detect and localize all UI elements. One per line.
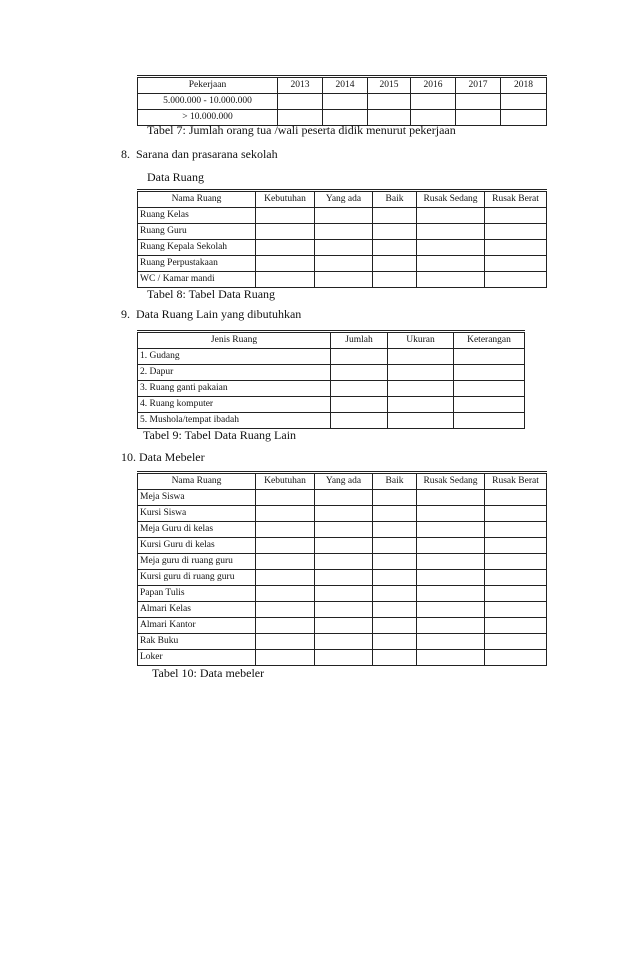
column-header: Jumlah: [331, 332, 388, 349]
table-cell: [417, 522, 485, 538]
table-row: [138, 602, 547, 618]
table-cell: [256, 634, 315, 650]
table-cell: [417, 490, 485, 506]
table-cell: [388, 349, 454, 365]
table-cell: [331, 365, 388, 381]
table-cell: [315, 224, 373, 240]
table-cell: [256, 208, 315, 224]
column-header: Rusak Berat: [485, 191, 547, 208]
table-row: [138, 256, 547, 272]
table-cell: [315, 634, 373, 650]
table-cell: Rak Buku: [138, 634, 256, 650]
table-cell: [417, 506, 485, 522]
section8-subheading: Data Ruang: [147, 170, 204, 184]
table-cell: [485, 634, 547, 650]
table-cell: Kursi Guru di kelas: [138, 538, 256, 554]
table-row: [138, 381, 525, 397]
table-cell: [485, 490, 547, 506]
table-cell: [417, 240, 485, 256]
table-cell: [315, 506, 373, 522]
table-row: [138, 413, 525, 429]
section10-heading: 10. Data Mebeler: [121, 450, 205, 464]
column-header: Rusak Sedang: [417, 473, 485, 490]
table-cell: Kursi guru di ruang guru: [138, 570, 256, 586]
table-cell: Meja Siswa: [138, 490, 256, 506]
table-cell: [485, 224, 547, 240]
table-row: [138, 397, 525, 413]
column-header: 2015: [368, 77, 411, 94]
table-cell: [388, 381, 454, 397]
table-cell: [373, 618, 417, 634]
table-cell: [373, 554, 417, 570]
table-cell: [417, 634, 485, 650]
table-cell: [373, 224, 417, 240]
table-cell: [315, 554, 373, 570]
table-cell: [315, 240, 373, 256]
table-cell: [485, 240, 547, 256]
column-header: Kebutuhan: [256, 473, 315, 490]
table-row: [138, 94, 547, 110]
table-cell: [315, 256, 373, 272]
table-cell: [256, 602, 315, 618]
table-cell: [454, 349, 525, 365]
table-cell: [485, 272, 547, 288]
column-header: 2013: [278, 77, 323, 94]
table-cell: [373, 240, 417, 256]
column-header: Rusak Sedang: [417, 191, 485, 208]
table-cell: [417, 554, 485, 570]
table-cell: [485, 570, 547, 586]
table-cell: [501, 110, 547, 126]
table-cell: [315, 538, 373, 554]
table-row: [138, 224, 547, 240]
table-cell: [373, 602, 417, 618]
column-header: Rusak Berat: [485, 473, 547, 490]
table-row: [138, 240, 547, 256]
table-cell: > 10.000.000: [138, 110, 278, 126]
table-cell: 5. Mushola/tempat ibadah: [138, 413, 331, 429]
table-cell: [373, 490, 417, 506]
table-cell: [256, 650, 315, 666]
table-cell: [373, 272, 417, 288]
table-cell: [323, 94, 368, 110]
column-header: 2014: [323, 77, 368, 94]
column-header: Nama Ruang: [138, 191, 256, 208]
table-cell: [331, 413, 388, 429]
table-cell: [256, 618, 315, 634]
table-cell: 5.000.000 - 10.000.000: [138, 94, 278, 110]
column-header: 2016: [411, 77, 456, 94]
column-header: Jenis Ruang: [138, 332, 331, 349]
table-cell: [485, 208, 547, 224]
table-cell: Ruang Kelas: [138, 208, 256, 224]
table8-caption: Tabel 8: Tabel Data Ruang: [147, 287, 276, 301]
table-cell: 2. Dapur: [138, 365, 331, 381]
column-header: Yang ada: [315, 473, 373, 490]
table-cell: Kursi Siswa: [138, 506, 256, 522]
table-cell: Almari Kantor: [138, 618, 256, 634]
table-row: [138, 365, 525, 381]
table-cell: [417, 586, 485, 602]
table-cell: [256, 240, 315, 256]
table-row: [138, 208, 547, 224]
table-cell: [417, 272, 485, 288]
table9-caption: Tabel 9: Tabel Data Ruang Lain: [143, 428, 297, 442]
table-pekerjaan: [137, 75, 547, 126]
table-cell: Loker: [138, 650, 256, 666]
table-cell: [315, 570, 373, 586]
table-data-mebeler: [137, 471, 547, 666]
table-cell: [331, 349, 388, 365]
table-cell: [315, 272, 373, 288]
table-cell: [373, 586, 417, 602]
table-row: [138, 650, 547, 666]
table-cell: [256, 538, 315, 554]
table-cell: [315, 490, 373, 506]
table-cell: [485, 506, 547, 522]
table-cell: [417, 602, 485, 618]
table-cell: [256, 570, 315, 586]
table-row: [138, 554, 547, 570]
table-cell: [278, 94, 323, 110]
table-cell: Papan Tulis: [138, 586, 256, 602]
table-cell: [417, 208, 485, 224]
column-header: Yang ada: [315, 191, 373, 208]
table-cell: [331, 381, 388, 397]
table-cell: [485, 522, 547, 538]
table-cell: [417, 618, 485, 634]
table-cell: [417, 570, 485, 586]
table-cell: Ruang Kepala Sekolah: [138, 240, 256, 256]
section8-heading: 8. Sarana dan prasarana sekolah: [121, 147, 278, 161]
table-cell: [315, 522, 373, 538]
table-cell: [501, 94, 547, 110]
table-cell: Meja guru di ruang guru: [138, 554, 256, 570]
table-cell: [373, 256, 417, 272]
table-cell: [388, 413, 454, 429]
table-cell: [388, 365, 454, 381]
table-row: [138, 570, 547, 586]
column-header: Nama Ruang: [138, 473, 256, 490]
table-cell: [388, 397, 454, 413]
table-row: [138, 618, 547, 634]
section9-heading: 9. Data Ruang Lain yang dibutuhkan: [121, 307, 302, 321]
table-cell: [256, 490, 315, 506]
table-cell: Ruang Perpustakaan: [138, 256, 256, 272]
table-cell: [373, 538, 417, 554]
column-header: Baik: [373, 473, 417, 490]
table-cell: [373, 650, 417, 666]
table-cell: [373, 634, 417, 650]
table-cell: [315, 208, 373, 224]
table-cell: 1. Gudang: [138, 349, 331, 365]
table-cell: [454, 381, 525, 397]
table-row: [138, 506, 547, 522]
table-cell: [456, 94, 501, 110]
table-cell: [315, 650, 373, 666]
table-cell: [256, 586, 315, 602]
table-cell: [331, 397, 388, 413]
table-cell: [411, 94, 456, 110]
column-header: Ukuran: [388, 332, 454, 349]
table-row: [138, 272, 547, 288]
table-row: [138, 490, 547, 506]
table-cell: [417, 538, 485, 554]
table-row: [138, 349, 525, 365]
table-cell: Almari Kelas: [138, 602, 256, 618]
table-cell: WC / Kamar mandi: [138, 272, 256, 288]
table-cell: [315, 618, 373, 634]
table-cell: [373, 570, 417, 586]
table-cell: [417, 650, 485, 666]
table-cell: [454, 365, 525, 381]
table-cell: Ruang Guru: [138, 224, 256, 240]
table-cell: 3. Ruang ganti pakaian: [138, 381, 331, 397]
table-cell: [485, 618, 547, 634]
table-row: [138, 586, 547, 602]
table10-caption: Tabel 10: Data mebeler: [152, 666, 265, 680]
table-cell: Meja Guru di kelas: [138, 522, 256, 538]
table-cell: [417, 256, 485, 272]
column-header: 2018: [501, 77, 547, 94]
table-cell: [485, 538, 547, 554]
table-cell: [417, 224, 485, 240]
table-cell: [368, 94, 411, 110]
table-cell: [256, 522, 315, 538]
table-row: [138, 538, 547, 554]
table-cell: 4. Ruang komputer: [138, 397, 331, 413]
table-cell: [454, 413, 525, 429]
table-cell: [373, 208, 417, 224]
table-cell: [256, 224, 315, 240]
table-cell: [256, 554, 315, 570]
column-header: Kebutuhan: [256, 191, 315, 208]
table-cell: [485, 586, 547, 602]
table-cell: [485, 256, 547, 272]
table-row: [138, 522, 547, 538]
table-cell: [256, 272, 315, 288]
column-header: Pekerjaan: [138, 77, 278, 94]
table-cell: [373, 506, 417, 522]
table-cell: [256, 506, 315, 522]
table-cell: [485, 554, 547, 570]
column-header: Baik: [373, 191, 417, 208]
column-header: 2017: [456, 77, 501, 94]
table-cell: [456, 110, 501, 126]
table-data-ruang: [137, 189, 547, 288]
table-cell: [485, 650, 547, 666]
table-row: [138, 634, 547, 650]
table-cell: [315, 602, 373, 618]
table7-caption: Tabel 7: Jumlah orang tua /wali peserta didik menurut pekerjaan: [147, 123, 456, 137]
table-cell: [315, 586, 373, 602]
table-cell: [454, 397, 525, 413]
table-cell: [256, 256, 315, 272]
table-data-ruang-lain: [137, 330, 525, 429]
column-header: Keterangan: [454, 332, 525, 349]
table-cell: [485, 602, 547, 618]
table-cell: [373, 522, 417, 538]
